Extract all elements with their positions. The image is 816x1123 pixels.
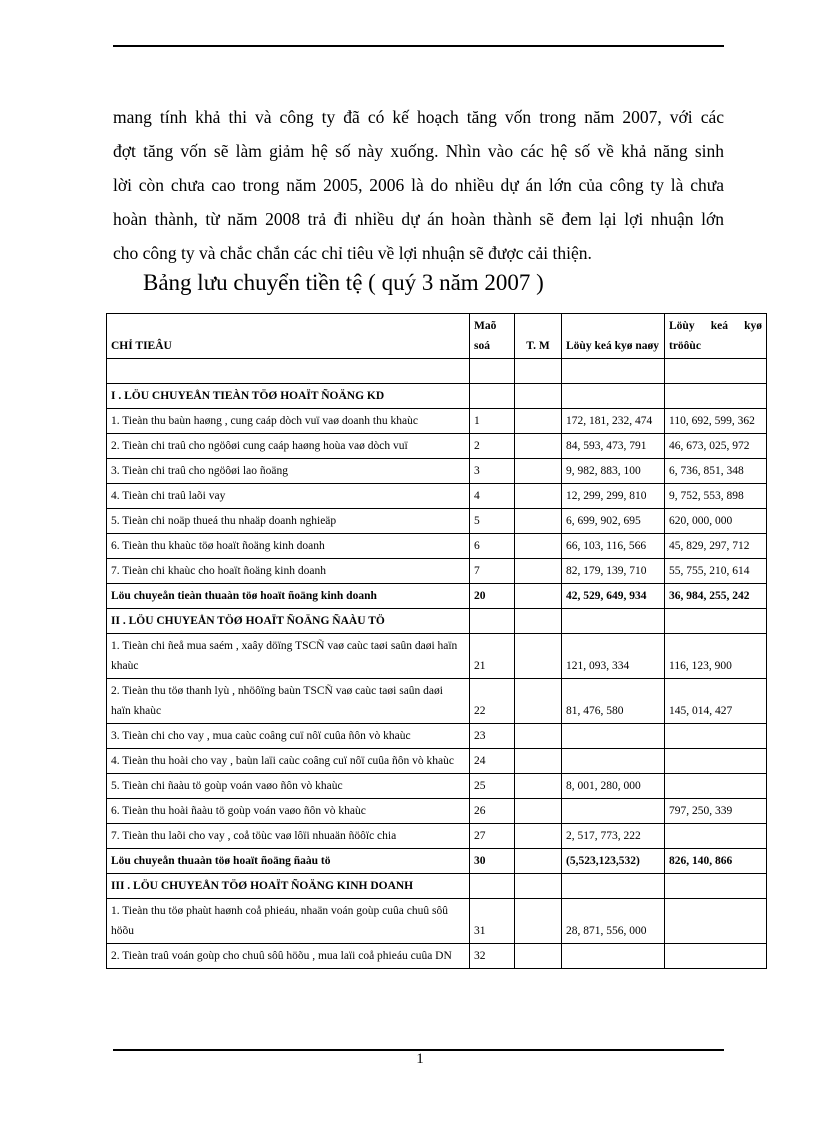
row-current-value: (5,523,123,532) xyxy=(562,849,665,874)
row-note xyxy=(515,774,562,799)
row-code: 27 xyxy=(470,824,515,849)
row-previous-value xyxy=(665,774,767,799)
table-title: Bảng lưu chuyển tiền tệ ( quý 3 năm 2007 ) xyxy=(143,270,544,295)
row-code: 31 xyxy=(470,899,515,944)
row-code: 7 xyxy=(470,559,515,584)
row-note xyxy=(515,359,562,384)
row-note xyxy=(515,944,562,969)
row-label: 7. Tieàn chi khaùc cho hoaït ñoäng kinh doanh xyxy=(107,559,470,584)
row-label: I . LÖU CHUYEÅN TIEÀN TÖØ HOAÏT ÑOÄNG KD xyxy=(107,384,470,409)
row-note xyxy=(515,634,562,679)
row-code: 4 xyxy=(470,484,515,509)
row-code: 1 xyxy=(470,409,515,434)
row-current-value: 12, 299, 299, 810 xyxy=(562,484,665,509)
row-current-value: 2, 517, 773, 222 xyxy=(562,824,665,849)
row-code xyxy=(470,874,515,899)
row-code: 25 xyxy=(470,774,515,799)
row-previous-value: 826, 140, 866 xyxy=(665,849,767,874)
row-label: Löu chuyeån thuaàn töø hoaït ñoäng ñaàu tö xyxy=(107,849,470,874)
subtotal-row xyxy=(107,849,767,874)
row-code: 23 xyxy=(470,724,515,749)
paragraph-line: lời còn chưa cao trong năm 2005, 2006 là do nhiều dự án lớn của công ty là chưa xyxy=(113,175,724,195)
table-row xyxy=(107,824,767,849)
row-note xyxy=(515,584,562,609)
row-code: 24 xyxy=(470,749,515,774)
row-previous-value: 36, 984, 255, 242 xyxy=(665,584,767,609)
table-row xyxy=(107,409,767,434)
row-current-value xyxy=(562,384,665,409)
row-current-value: 84, 593, 473, 791 xyxy=(562,434,665,459)
paragraph-line: đợt tăng vốn sẽ làm giảm hệ số này xuống. Nhìn vào các hệ số về khả năng sinh xyxy=(113,141,724,161)
row-code xyxy=(470,359,515,384)
row-note xyxy=(515,679,562,724)
table-row xyxy=(107,799,767,824)
row-current-value: 9, 982, 883, 100 xyxy=(562,459,665,484)
row-code xyxy=(470,384,515,409)
spacer-row xyxy=(107,359,767,384)
table-row xyxy=(107,724,767,749)
row-note xyxy=(515,459,562,484)
row-label: 2. Tieàn chi traû cho ngöôøi cung caáp haøng hoùa vaø dòch vuï xyxy=(107,434,470,459)
row-previous-value xyxy=(665,874,767,899)
row-previous-value xyxy=(665,944,767,969)
row-code: 6 xyxy=(470,534,515,559)
row-label: 4. Tieàn chi traû laõi vay xyxy=(107,484,470,509)
row-current-value: 121, 093, 334 xyxy=(562,634,665,679)
row-note xyxy=(515,409,562,434)
paragraph-line: cho công ty và chắc chắn các chỉ tiêu về lợi nhuận sẽ được cải thiện. xyxy=(113,243,592,263)
row-code: 20 xyxy=(470,584,515,609)
paragraph-line: mang tính khả thi và công ty đã có kế hoạch tăng vốn trong năm 2007, với các xyxy=(113,107,724,127)
table-row xyxy=(107,559,767,584)
row-previous-value xyxy=(665,824,767,849)
header-rule xyxy=(113,45,724,47)
row-label: 3. Tieàn chi traû cho ngöôøi lao ñoäng xyxy=(107,459,470,484)
row-previous-value: 797, 250, 339 xyxy=(665,799,767,824)
row-previous-value: 6, 736, 851, 348 xyxy=(665,459,767,484)
row-current-value: 42, 529, 649, 934 xyxy=(562,584,665,609)
row-label: 4. Tieàn thu hoài cho vay , baùn laïi caùc coâng cuï nôï cuûa ñôn vò khaùc xyxy=(107,749,470,774)
row-note xyxy=(515,799,562,824)
table-row xyxy=(107,634,767,679)
row-note xyxy=(515,824,562,849)
section-header-row xyxy=(107,384,767,409)
row-current-value xyxy=(562,944,665,969)
row-previous-value: 620, 000, 000 xyxy=(665,509,767,534)
row-note xyxy=(515,534,562,559)
cash-flow-table xyxy=(106,313,767,969)
row-current-value: 172, 181, 232, 474 xyxy=(562,409,665,434)
row-code: 26 xyxy=(470,799,515,824)
row-previous-value xyxy=(665,724,767,749)
header-indicator: CHỈ TIEÂU xyxy=(107,314,470,359)
row-previous-value: 55, 755, 210, 614 xyxy=(665,559,767,584)
row-label: 2. Tieàn thu töø thanh lyù , nhöôïng baùn TSCÑ vaø caùc taøi saûn daøi haïn khaùc xyxy=(107,679,470,724)
row-current-value xyxy=(562,799,665,824)
row-label: 7. Tieàn thu laõi cho vay , coå töùc vaø lôïi nhuaän ñöôïc chia xyxy=(107,824,470,849)
table-row xyxy=(107,459,767,484)
table-row xyxy=(107,899,767,944)
table-row xyxy=(107,484,767,509)
row-label: 6. Tieàn thu khaùc töø hoaït ñoäng kinh doanh xyxy=(107,534,470,559)
row-label: II . LÖU CHUYEÅN TÖØ HOAÏT ÑOÄNG ÑAÀU TÖ xyxy=(107,609,470,634)
row-previous-value: 110, 692, 599, 362 xyxy=(665,409,767,434)
row-note xyxy=(515,899,562,944)
table-row xyxy=(107,509,767,534)
row-code: 3 xyxy=(470,459,515,484)
row-code: 21 xyxy=(470,634,515,679)
row-current-value xyxy=(562,609,665,634)
row-code xyxy=(470,609,515,634)
row-note xyxy=(515,749,562,774)
row-current-value: 81, 476, 580 xyxy=(562,679,665,724)
header-code: Maõ soá xyxy=(470,314,515,359)
row-current-value xyxy=(562,874,665,899)
row-label: 2. Tieàn traû voán goùp cho chuû sôû höõu , mua laïi coå phieáu cuûa DN xyxy=(107,944,470,969)
row-label xyxy=(107,359,470,384)
row-code: 22 xyxy=(470,679,515,724)
row-label: 1. Tieàn thu töø phaùt haønh coå phieáu, nhaän voán goùp cuûa chuû sôû höõu xyxy=(107,899,470,944)
page-number: 1 xyxy=(416,1051,424,1067)
row-note xyxy=(515,874,562,899)
row-label: 3. Tieàn chi cho vay , mua caùc coâng cuï nôï cuûa ñôn vò khaùc xyxy=(107,724,470,749)
row-note xyxy=(515,509,562,534)
row-current-value: 6, 699, 902, 695 xyxy=(562,509,665,534)
row-label: 5. Tieàn chi ñaàu tö goùp voán vaøo ñôn vò khaùc xyxy=(107,774,470,799)
row-previous-value: 145, 014, 427 xyxy=(665,679,767,724)
row-previous-value: 116, 123, 900 xyxy=(665,634,767,679)
row-current-value: 28, 871, 556, 000 xyxy=(562,899,665,944)
row-note xyxy=(515,384,562,409)
row-label: 5. Tieàn chi noäp thueá thu nhaäp doanh nghieäp xyxy=(107,509,470,534)
header-previous-period: Löùy keá kyø tröôùc xyxy=(665,314,767,359)
row-code: 5 xyxy=(470,509,515,534)
row-current-value: 82, 179, 139, 710 xyxy=(562,559,665,584)
table-row xyxy=(107,679,767,724)
row-previous-value: 46, 673, 025, 972 xyxy=(665,434,767,459)
table-row xyxy=(107,749,767,774)
row-previous-value: 45, 829, 297, 712 xyxy=(665,534,767,559)
table-row xyxy=(107,944,767,969)
row-code: 30 xyxy=(470,849,515,874)
row-label: 1. Tieàn thu baùn haøng , cung caáp dòch vuï vaø doanh thu khaùc xyxy=(107,409,470,434)
row-previous-value xyxy=(665,359,767,384)
row-previous-value: 9, 752, 553, 898 xyxy=(665,484,767,509)
row-note xyxy=(515,484,562,509)
row-previous-value xyxy=(665,749,767,774)
body-paragraph xyxy=(113,100,724,270)
row-previous-value xyxy=(665,384,767,409)
table-row xyxy=(107,434,767,459)
paragraph-line: hoàn thành, từ năm 2008 trả đi nhiều dự án hoàn thành sẽ đem lại lợi nhuận lớn xyxy=(113,209,724,229)
section-header-row xyxy=(107,874,767,899)
table-row xyxy=(107,534,767,559)
row-label: 1. Tieàn chi ñeå mua saém , xaây döïng TSCÑ vaø caùc taøi saûn daøi haïn khaùc xyxy=(107,634,470,679)
row-label: III . LÖU CHUYEÅN TÖØ HOAÏT ÑOÄNG KINH DOANH xyxy=(107,874,470,899)
row-current-value xyxy=(562,749,665,774)
row-current-value xyxy=(562,359,665,384)
row-note xyxy=(515,609,562,634)
header-current-period: Löùy keá kyø naøy xyxy=(562,314,665,359)
row-note xyxy=(515,559,562,584)
row-current-value: 8, 001, 280, 000 xyxy=(562,774,665,799)
row-code: 2 xyxy=(470,434,515,459)
subtotal-row xyxy=(107,584,767,609)
table-row xyxy=(107,774,767,799)
row-note xyxy=(515,434,562,459)
section-header-row xyxy=(107,609,767,634)
row-current-value: 66, 103, 116, 566 xyxy=(562,534,665,559)
row-previous-value xyxy=(665,899,767,944)
row-note xyxy=(515,849,562,874)
row-note xyxy=(515,724,562,749)
row-label: 6. Tieàn thu hoài ñaàu tö goùp voán vaøo ñôn vò khaùc xyxy=(107,799,470,824)
row-label: Löu chuyeån tieàn thuaàn töø hoaït ñoäng kinh doanh xyxy=(107,584,470,609)
row-current-value xyxy=(562,724,665,749)
row-code: 32 xyxy=(470,944,515,969)
header-note: T. M xyxy=(515,314,562,359)
row-previous-value xyxy=(665,609,767,634)
table-header-row xyxy=(107,314,767,359)
